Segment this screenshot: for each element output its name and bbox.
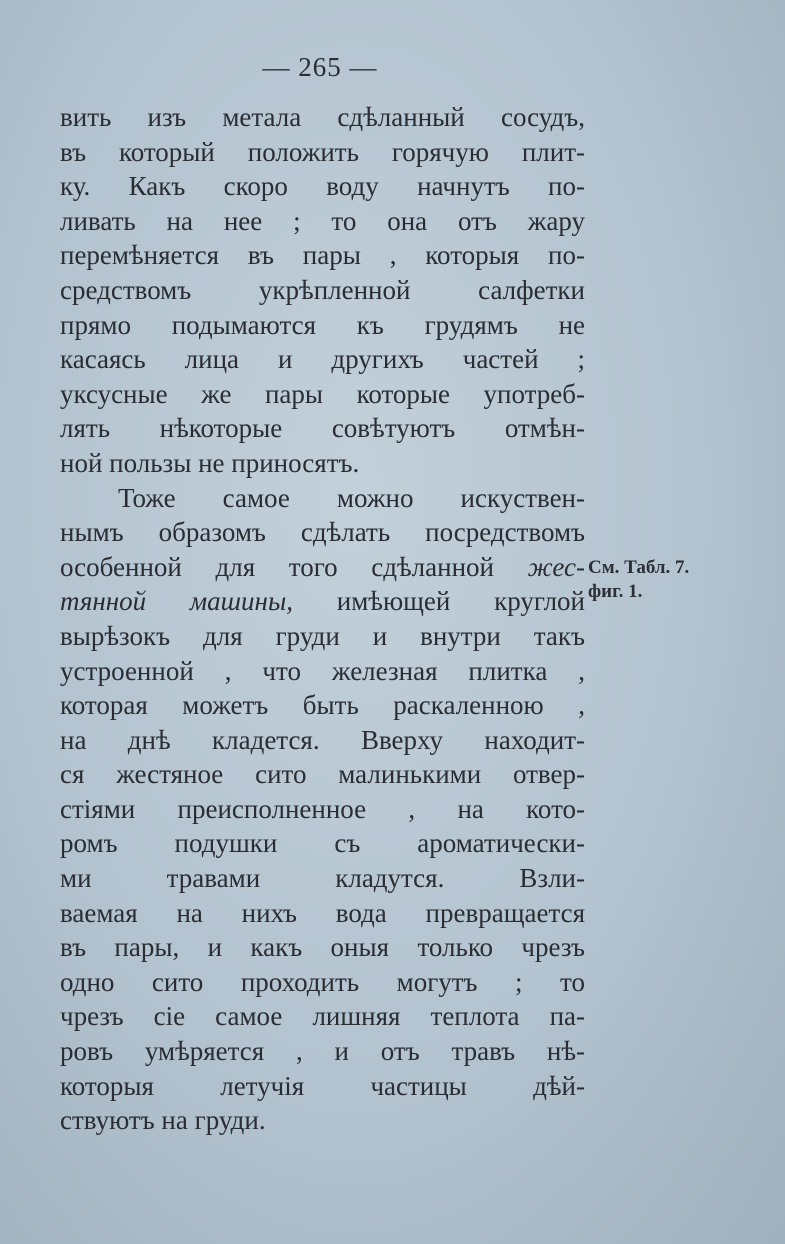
margin-note-line: См. Табл. 7. (588, 557, 690, 578)
italic-term: жес- (527, 551, 585, 582)
text-line: ми травами кладутся. Взли- (60, 863, 585, 894)
body-text (60, 100, 585, 1138)
text-line: чрезъ сіе самое лишняя теплота па- (60, 1001, 585, 1032)
text-line: одно сито проходить могутъ ; то (60, 966, 585, 997)
text-line: ной пользы не приносятъ. (60, 447, 360, 478)
text-line: вить изъ метала сдѣланный сосудъ, (60, 102, 585, 132)
text-line: ромъ подушки съ ароматически- (60, 828, 585, 859)
text-line: лять нѣкоторые совѣтуютъ отмѣн- (60, 413, 585, 444)
text-line: ку. Какъ скоро воду начнутъ по- (60, 171, 585, 202)
text-line: ливать на нее ; то она отъ жару (60, 205, 585, 236)
text-line: нымъ образомъ сдѣлать посредствомъ (60, 517, 585, 548)
text-line: которая можетъ быть раскаленною , (60, 690, 585, 721)
text-line: которыя летучія частицы дѣй- (60, 1070, 585, 1101)
text-line: на днѣ кладется. Вверху находит- (60, 724, 585, 755)
text-line: стіями преисполненное , на кото- (60, 793, 585, 824)
text-line (60, 584, 585, 619)
text-line: перемѣняется въ пары , которыя по- (60, 240, 585, 271)
text-line: въ который положить горячую плит- (60, 136, 585, 167)
text-span: особенной для того сдѣланной (60, 551, 528, 582)
paragraph-1 (60, 100, 585, 481)
margin-note-line: фиг. 1. (588, 581, 643, 602)
text-line: устроенной , что железная плитка , (60, 655, 585, 686)
text-line: уксусные же пары которые употреб- (60, 378, 585, 409)
text-line: средствомъ укрѣпленной салфетки (60, 274, 585, 305)
text-line: касаясь лица и другихъ частей ; (60, 344, 585, 375)
text-line: ваемая на нихъ вода превращается (60, 897, 585, 928)
text-line: ствуютъ на груди. (60, 1105, 266, 1136)
text-line: ровъ умѣряется , и отъ травъ нѣ- (60, 1036, 585, 1067)
text-line (60, 550, 585, 585)
italic-term: тянной машины, (60, 586, 293, 617)
text-line: ся жестяное сито малинькими отвер- (60, 759, 585, 790)
paragraph-2 (60, 481, 585, 1138)
text-line: вырѣзокъ для груди и внутри такъ (60, 620, 585, 651)
page-number: — 265 — (262, 52, 378, 82)
margin-note (588, 556, 778, 604)
text-line: въ пары, и какъ оныя только чрезъ (60, 932, 585, 963)
text-line: Тоже самое можно искуствен- (118, 482, 585, 513)
text-line: прямо подымаются къ грудямъ не (60, 309, 585, 340)
text-span: имѣющей круглой (292, 586, 585, 617)
